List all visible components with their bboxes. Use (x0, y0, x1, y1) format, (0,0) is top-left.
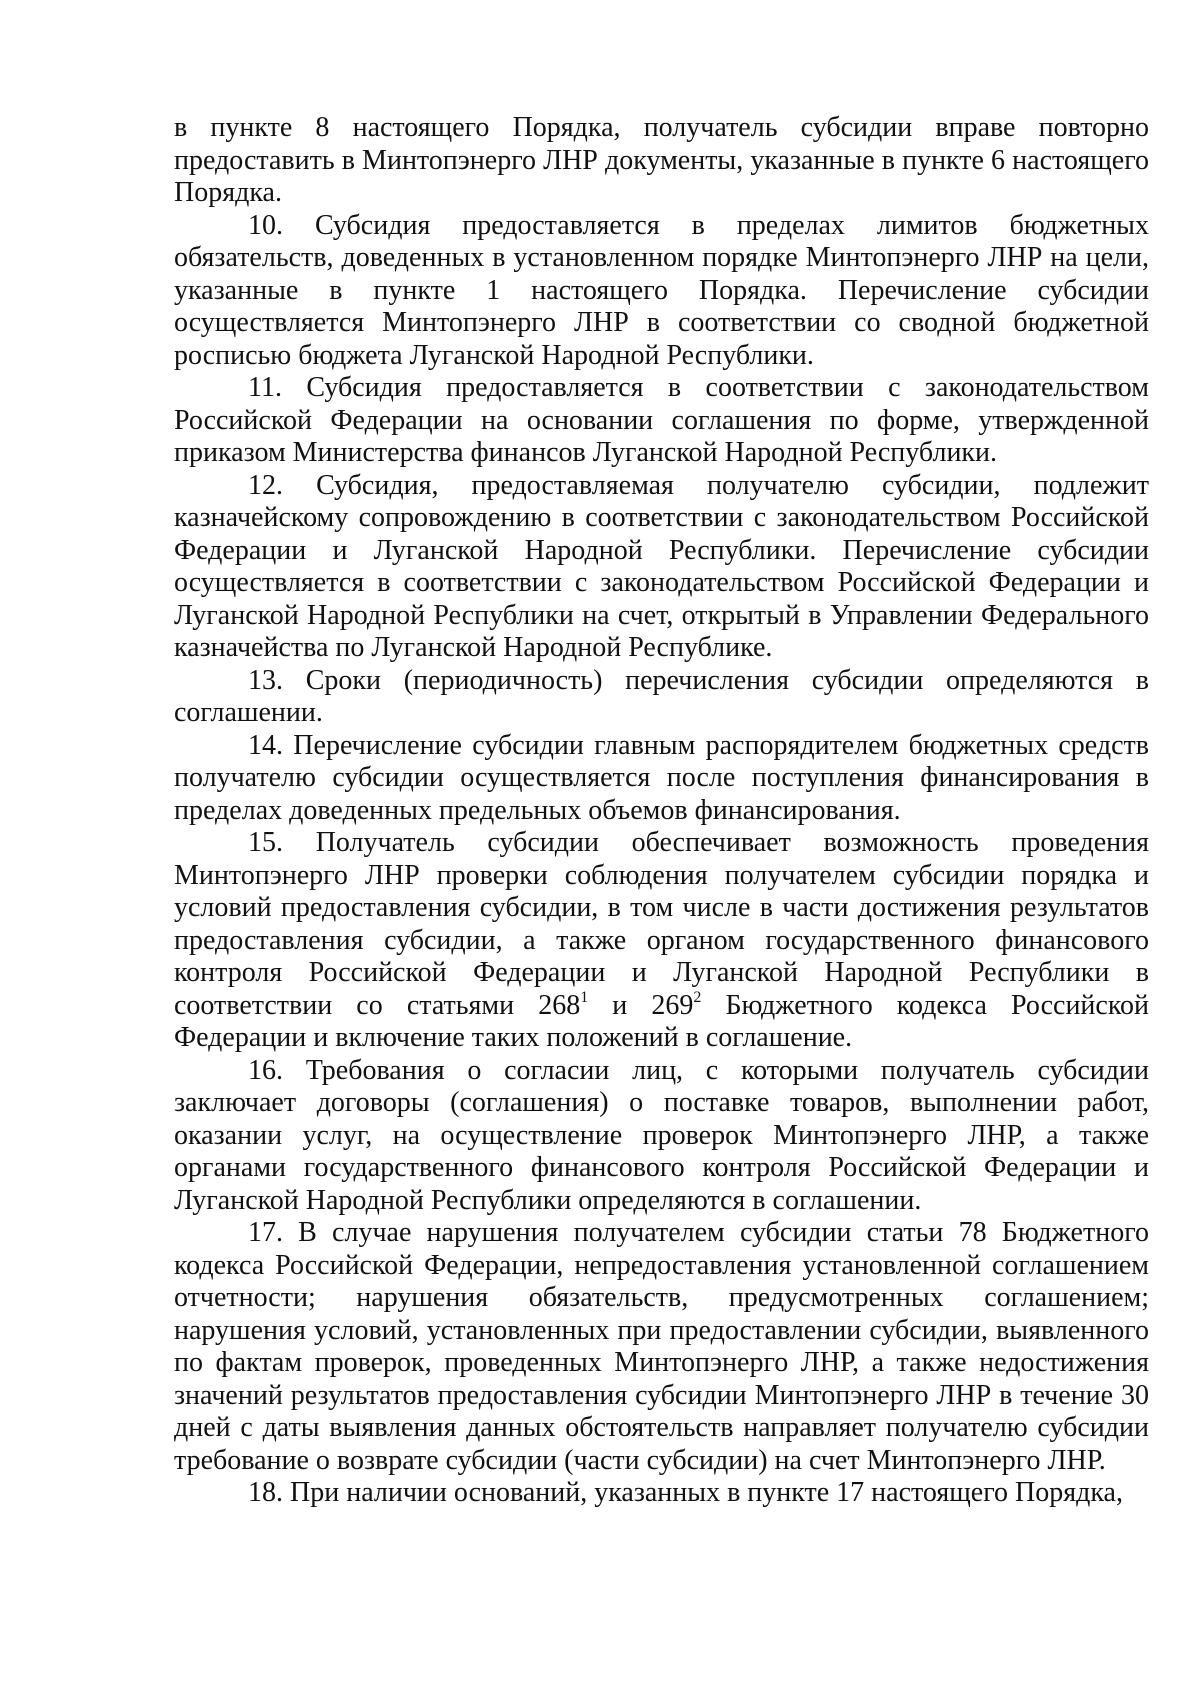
paragraph-9-continuation (174, 112, 1149, 210)
paragraph-text: и 269 (588, 989, 694, 1021)
paragraph-number: 17. (248, 1217, 283, 1248)
paragraph-13 (174, 665, 1149, 730)
paragraph-text: Требования о согласии лиц, с которыми получатель субсидии заключает договоры (соглашения) о поставке товаров, выполнении работ, оказании услуг, на осуществление проверок Минтопэнерго ЛНР, а также органами государственного финансового контроля Российской Федерации и Луганской Народной Республики определяются в соглашении. (174, 1054, 1149, 1216)
paragraph-text: Бюджетного кодекса Российской Федерации и включение таких положений в соглашение. (174, 989, 1150, 1053)
paragraph-text: Субсидия предоставляется в пределах лимитов бюджетных обязательств, доведенных в установленном порядке Минтопэнерго ЛНР на цели, указанные в пункте 1 настоящего Порядка. Перечисление субсидии осуществляется Минтопэнерго ЛНР в соответствии со сводной бюджетной росписью бюджета Луганской Народной Республики. (174, 209, 1149, 371)
document-body (174, 112, 1149, 1510)
paragraph-text: Перечисление субсидии главным распорядителем бюджетных средств получателю субсидии осуществляется после поступления финансирования в пределах доведенных предельных объемов финансирования. (174, 729, 1149, 826)
paragraph-10 (174, 210, 1149, 373)
superscript-article-269: 2 (693, 988, 702, 1006)
paragraph-18 (174, 1477, 1149, 1510)
paragraph-16 (174, 1055, 1149, 1218)
paragraph-11 (174, 372, 1149, 470)
paragraph-text: Сроки (периодичность) перечисления субсидии определяются в соглашении. (174, 664, 1149, 728)
paragraph-12 (174, 470, 1149, 665)
paragraph-number: 10. (248, 209, 283, 241)
paragraph-number: 18. (248, 1477, 283, 1508)
paragraph-15 (174, 827, 1149, 1055)
paragraph-text: Субсидия предоставляется в соответствии с законодательством Российской Федерации на основании соглашения по форме, утвержденной приказом Министерства финансов Луганской Народной Республики. (174, 372, 1149, 468)
paragraph-number: 12. (248, 469, 283, 501)
paragraph-text: В случае нарушения получателем субсидии статьи 78 Бюджетного кодекса Российской Федерации, непредоставления установленной соглашением отчетности; нарушения обязательств, предусмотренных соглашением; нарушения условий, установленных при предоставлении субсидии, выявленного по фактам проверок, проведенных Минтопэнерго ЛНР, а также недостижения значений результатов предоставления субсидии Минтопэнерго ЛНР в течение 30 дней с даты выявления данных обстоятельств направляет получателю субсидии требование о возврате субсидии (части субсидии) на счет Минтопэнерго ЛНР. (174, 1217, 1149, 1476)
paragraph-text: Субсидия, предоставляемая получателю субсидии, подлежит казначейскому сопровождению в соответствии с законодательством Российской Федерации и Луганской Народной Республики. Перечисление субсидии осуществляется в соответствии с законодательством Российской Федерации и Луганской Народной Республики на счет, открытый в Управлении Федерального казначейства по Луганской Народной Республике. (174, 469, 1149, 663)
paragraph-text: Получатель субсидии обеспечивает возможность проведения Минтопэнерго ЛНР проверки соблюдения получателем субсидии порядка и условий предоставления субсидии, в том числе в части достижения результатов предоставления субсидии, а также органом государственного финансового контроля Российской Федерации и Луганской Народной Республики в соответствии со статьями 268 (174, 827, 1149, 1021)
paragraph-number: 15. (248, 827, 283, 858)
paragraph-14 (174, 730, 1149, 828)
paragraph-text: При наличии оснований, указанных в пункте 17 настоящего Порядка, (283, 1477, 1123, 1508)
superscript-article-268: 1 (580, 988, 589, 1006)
paragraph-number: 16. (248, 1054, 283, 1086)
paragraph-number: 13. (248, 664, 283, 696)
paragraph-17 (174, 1217, 1149, 1477)
paragraph-text: в пункте 8 настоящего Порядка, получатель субсидии вправе повторно предоставить в Минтопэнерго ЛНР документы, указанные в пункте 6 настоящего Порядка. (174, 112, 1149, 208)
paragraph-number: 14. (248, 729, 283, 761)
paragraph-number: 11. (248, 372, 282, 403)
